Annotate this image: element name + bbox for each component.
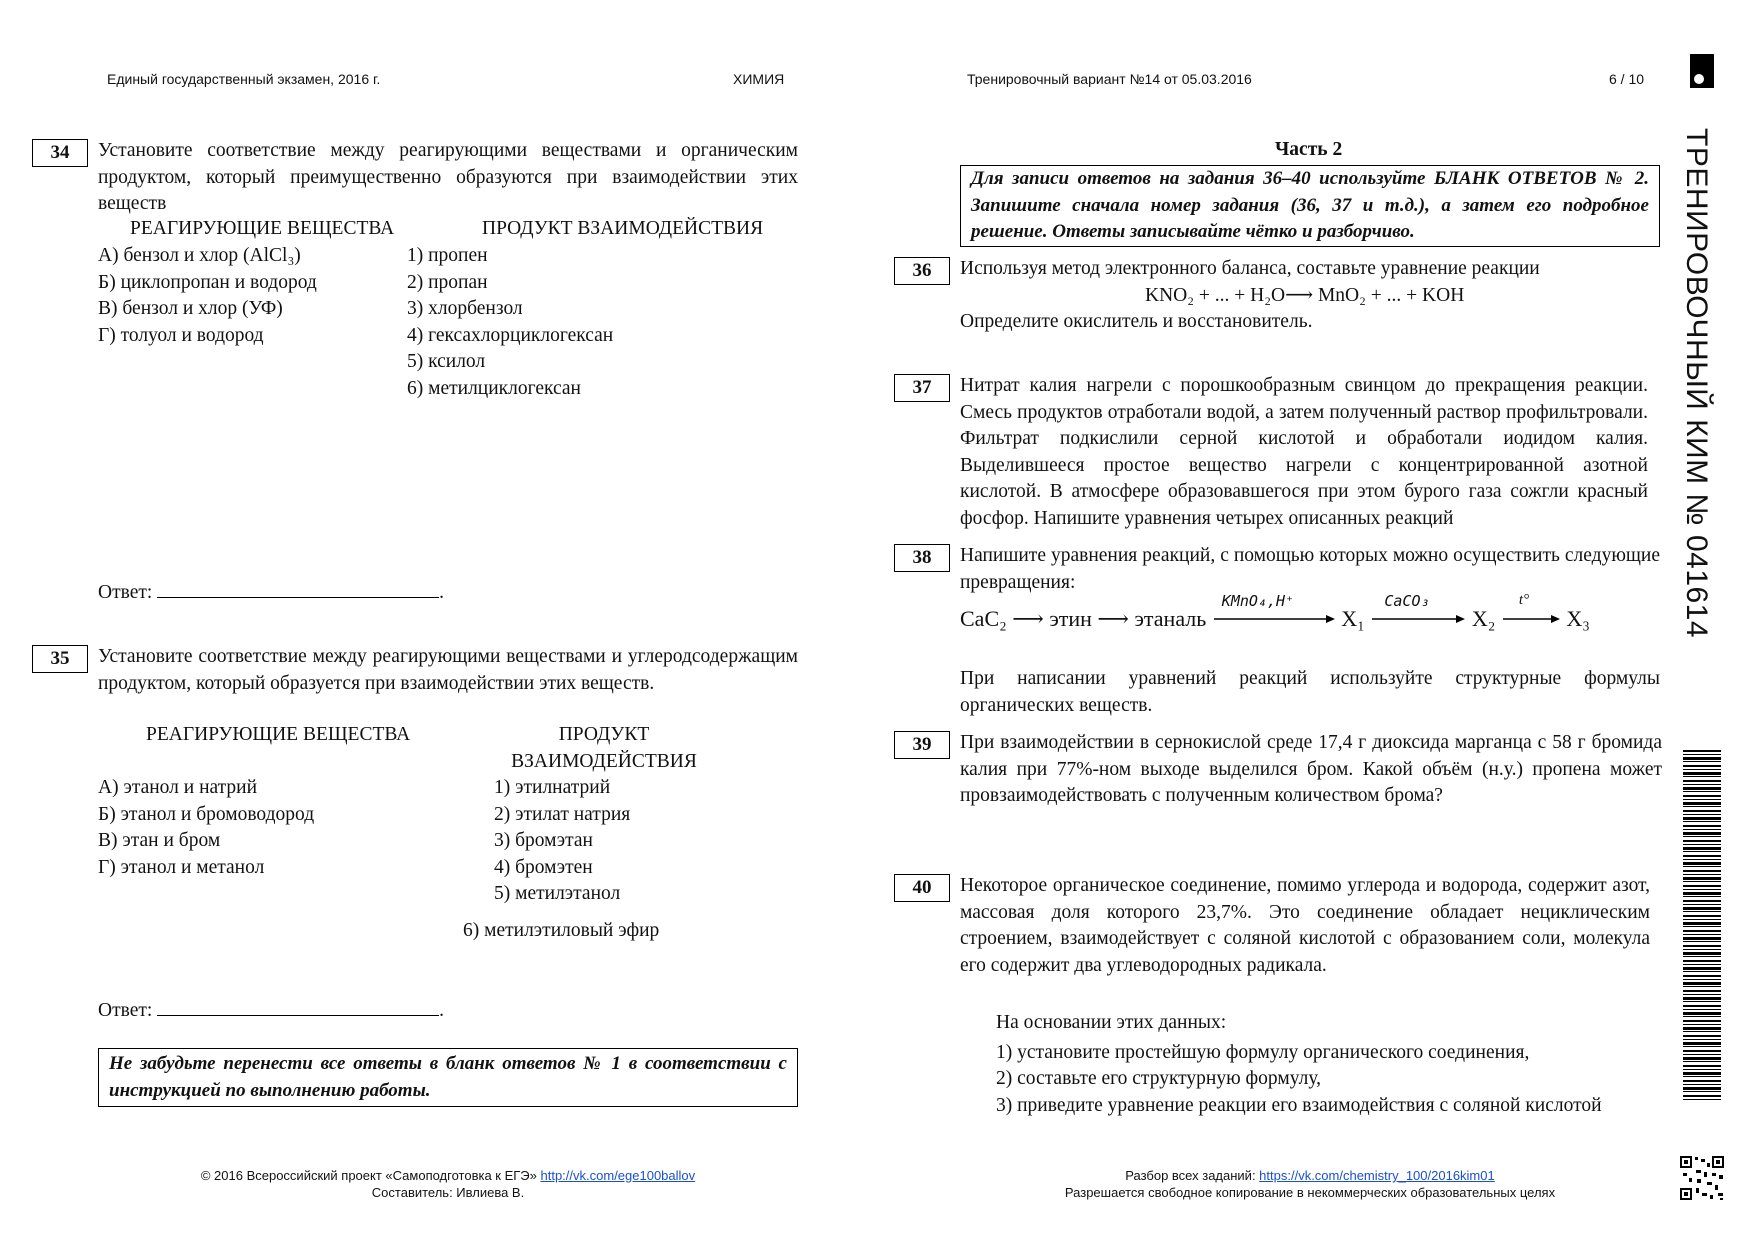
header-page-number: 6 / 10: [1609, 71, 1645, 87]
list-item: 5) ксилол: [407, 351, 486, 372]
list-item: 2) пропан: [407, 271, 488, 293]
reaction-chain: CaC₂ ⟶ этин ⟶ этаналь KMnO₄,H⁺ X₁ CaCO₃ X₂ t° X₃: [960, 592, 1590, 631]
list-item: А) этанол и натрий: [98, 777, 258, 798]
question-35-text: Установите соответствие между реагирующими веществами и углеродсодержащим продуктом, который образуется при взаимодействии этих веществ.: [98, 646, 798, 694]
question-37-text: Нитрат калия нагрели с порошкообразным свинцом до прекращения реакции. Смесь продуктов отработали водой, а затем полученный раствор профильтровали. Фильтрат подкислили серной кислотой и обработали иодидом калия. Выделившееся простое вещество нагрели с концентрированной азотной кислотой. В атмосфере образовавшегося при этом бурого газа сожгли красный фосфор. Напишите уравнения четырех описанных реакций: [960, 375, 1648, 529]
question-34-text: Установите соответствие между реагирующими веществами и органическим продуктом, который преимущественно образуются при взаимодействии этих веществ: [98, 140, 798, 214]
footer-right: Разбор всех заданий: https://vk.com/chemistry_100/2016kim01 Разрешается свободное копирование в некоммерческих образовательных целях: [1064, 1168, 1556, 1200]
list-item: 3) хлорбензол: [407, 298, 523, 319]
footer-left: © 2016 Всероссийский проект «Самоподготовка к ЕГЭ» http://vk.com/ege100ballov Составитель: Ивлиева В.: [200, 1168, 696, 1200]
reaction-condition: t°: [1518, 592, 1530, 608]
question-35-col-right-header: ПРОДУКТ ВЗАИМОДЕЙСТВИЯ: [511, 724, 697, 772]
arrow-icon: [1501, 614, 1561, 624]
list-item: Г) этанол и метанол: [98, 856, 265, 878]
answer-label: Ответ:: [98, 1000, 153, 1021]
list-item: 1) пропен: [407, 245, 488, 266]
list-item: 4) бромэтен: [494, 856, 593, 878]
reminder-box: Не забудьте перенести все ответы в бланк ответов № 1 в соответствии с инструкцией по выполнению работы.: [98, 1048, 798, 1107]
arrow-icon: [1212, 614, 1336, 624]
question-34-answer: Ответ: .: [98, 582, 445, 603]
question-38-text: Напишите уравнения реакций, с помощью которых можно осуществить следующие превращения:: [960, 545, 1660, 593]
header-exam: Единый государственный экзамен, 2016 г.: [107, 71, 381, 87]
equation: KNO₂ + ... + H₂O⟶ MnO₂ + ... + KOH: [1145, 284, 1465, 306]
question-38-note: При написании уравнений реакций используйте структурные формулы органических веществ.: [960, 668, 1660, 716]
barcode: [1683, 750, 1721, 1102]
question-36-number: 36: [894, 257, 950, 285]
question-35-answer: Ответ: .: [98, 1000, 445, 1021]
list-item: 1) этилнатрий: [494, 777, 611, 798]
header-subject: ХИМИЯ: [733, 71, 785, 87]
reaction-condition: CaCO₃: [1384, 592, 1430, 610]
question-38-number: 38: [894, 544, 950, 572]
list-item: Г) толуол и водород: [98, 324, 264, 346]
side-label: ТРЕНИРОВОЧНЫЙ КИМ № 041614: [1680, 128, 1713, 639]
list-item: 3) приведите уравнение реакции его взаимодействия с соляной кислотой: [996, 1094, 1602, 1116]
list-item: Б) этанол и бромоводород: [98, 803, 315, 825]
list-item: Б) циклопропан и водород: [98, 271, 317, 293]
list-item: В) этан и бром: [98, 830, 221, 851]
part2-instructions: Для записи ответов на задания 36–40 используйте БЛАНК ОТВЕТОВ № 2. Запишите сначала номер задания (36, 37 и т.д.), а затем его подробное решение. Ответы записывайте чётко и разборчиво.: [960, 165, 1660, 247]
list-item: 1) установите простейшую формулу органического соединения,: [996, 1041, 1530, 1063]
question-35-col-left-header: РЕАГИРУЮЩИЕ ВЕЩЕСТВА: [146, 724, 411, 745]
corner-mark: [1690, 54, 1714, 88]
reaction-condition: KMnO₄,H⁺: [1221, 592, 1295, 610]
question-34-number: 34: [32, 139, 88, 167]
question-34-right-list: [407, 243, 613, 402]
qr-code: [1679, 1155, 1725, 1201]
part2-title: Часть 2: [1275, 139, 1343, 160]
answer-field[interactable]: [157, 999, 439, 1016]
header-variant: Тренировочный вариант №14 от 05.03.2016: [967, 71, 1252, 87]
question-35-left-list: [98, 775, 314, 881]
list-item: 4) гексахлорциклогексан: [407, 324, 614, 346]
footer-link-left[interactable]: http://vk.com/ege100ballov: [540, 1168, 696, 1183]
question-40-text: Некоторое органическое соединение, помимо углерода и водорода, содержит азот, массовая доля которого 23,7%. Это соединение обладает нециклическим строением, взаимодействует с соляной кислотой с образованием соли, молекула его содержит два углеводородных радикала.: [960, 875, 1650, 976]
question-35-number: 35: [32, 645, 88, 673]
question-40-tasks: На основании этих данных: 1) установите простейшую формулу органического соединения, 2) составьте его структурную формулу, 3) приведите уравнение реакции его взаимодействия с соляной кислотой: [996, 1010, 1676, 1119]
list-item: 2) составьте его структурную формулу,: [996, 1068, 1322, 1089]
answer-field[interactable]: [157, 581, 439, 598]
question-39-text: При взаимодействии в сернокислой среде 17,4 г диоксида марганца с 58 г бромида калия при 77%-ном выходе выделился бром. Какой объём (н.у.) пропена может провзаимодействовать с полученным количеством брома?: [960, 732, 1662, 806]
list-item: А) бензол и хлор (AlCl₃): [98, 245, 301, 266]
arrow-icon: [1370, 614, 1466, 624]
question-35-right-list: [494, 775, 630, 908]
question-34-col-right-header: ПРОДУКТ ВЗАИМОДЕЙСТВИЯ: [482, 218, 764, 239]
list-item: 2) этилат натрия: [494, 803, 631, 825]
list-item: В) бензол и хлор (УФ): [98, 298, 283, 319]
question-37-number: 37: [894, 374, 950, 402]
list-item: 3) бромэтан: [494, 830, 593, 851]
footer-link-right[interactable]: https://vk.com/chemistry_100/2016kim01: [1259, 1168, 1495, 1183]
question-40-number: 40: [894, 874, 950, 902]
list-item: 6) метилциклогексан: [407, 377, 581, 399]
question-36-text: Используя метод электронного баланса, составьте уравнение реакции KNO₂ + ... + H₂O⟶ MnO₂ + ... + KOH Определите окислитель и восстановитель.: [960, 256, 1660, 336]
list-item: 6) метилэтиловый эфир: [463, 920, 660, 941]
question-34-left-list: [98, 243, 317, 349]
question-39-number: 39: [894, 731, 950, 759]
list-item: 5) метилэтанол: [494, 883, 621, 904]
answer-label: Ответ:: [98, 582, 153, 603]
question-34-col-left-header: РЕАГИРУЮЩИЕ ВЕЩЕСТВА: [130, 218, 395, 239]
